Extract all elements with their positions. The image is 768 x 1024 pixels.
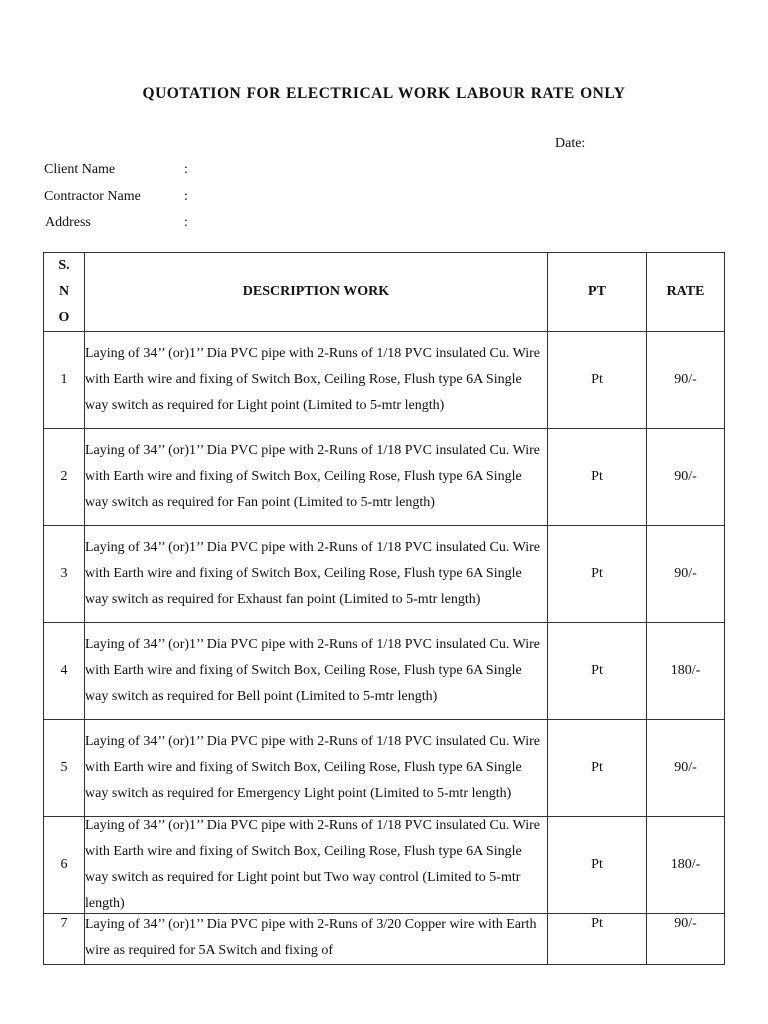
document-title: QUOTATION FOR ELECTRICAL WORK LABOUR RATE ONLY: [142, 85, 626, 102]
row-rate: 90/-: [647, 720, 725, 817]
field-label: Address: [45, 215, 91, 230]
header-sno-line: S.: [58, 258, 70, 273]
row-description: Laying of 34’’ (or)1’’ Dia PVC pipe with 2-Runs of 1/18 PVC insulated Cu. Wire with Earth wire and fixing of Switch Box, Ceiling Rose, Flush type 6A Single way switch as required for Exhaust fan point (Limited to 5-mtr length): [85, 540, 541, 607]
field-colon: :: [184, 162, 188, 177]
contractor-name-field: [44, 189, 188, 205]
row-rate: 180/-: [647, 623, 725, 720]
row-description: Laying of 34’’ (or)1’’ Dia PVC pipe with 2-Runs of 1/18 PVC insulated Cu. Wire with Earth wire and fixing of Switch Box, Ceiling Rose, Flush type 6A Single way switch as required for Light point but Two way control (Limited to 5-mtr length): [85, 818, 541, 911]
table-row: [44, 817, 725, 914]
column-header-pt: PT: [548, 253, 647, 332]
address-field: [45, 215, 188, 231]
row-pt: Pt: [548, 817, 647, 914]
header-sno-line: N: [58, 284, 70, 299]
row-description: Laying of 34’’ (or)1’’ Dia PVC pipe with 2-Runs of 1/18 PVC insulated Cu. Wire with Earth wire and fixing of Switch Box, Ceiling Rose, Flush type 6A Single way switch as required for Fan point (Limited to 5-mtr length): [85, 443, 541, 510]
row-description-cell: [85, 720, 548, 817]
row-sno: 4: [44, 623, 85, 720]
row-description: Laying of 34’’ (or)1’’ Dia PVC pipe with 2-Runs of 1/18 PVC insulated Cu. Wire with Earth wire and fixing of Switch Box, Ceiling Rose, Flush type 6A Single way switch as required for Emergency Light point (Limited to 5-mtr length): [85, 734, 541, 801]
row-description: Laying of 34’’ (or)1’’ Dia PVC pipe with 2-Runs of 1/18 PVC insulated Cu. Wire with Earth wire and fixing of Switch Box, Ceiling Rose, Flush type 6A Single way switch as required for Bell point (Limited to 5-mtr length): [85, 637, 541, 704]
field-colon: :: [184, 189, 188, 204]
table-row: [44, 720, 725, 817]
row-description-cell: [85, 623, 548, 720]
row-rate: 90/-: [647, 526, 725, 623]
table-row: [44, 429, 725, 526]
row-sno: 7: [44, 914, 85, 965]
row-rate: 90/-: [647, 332, 725, 429]
table-row: [44, 623, 725, 720]
row-pt: Pt: [548, 623, 647, 720]
field-label: Client Name: [44, 162, 116, 177]
client-name-field: [44, 162, 188, 178]
row-rate: 90/-: [647, 429, 725, 526]
row-description-cell: [85, 914, 548, 965]
column-header-sno: [44, 253, 85, 332]
column-header-rate: RATE: [647, 253, 725, 332]
row-sno: 3: [44, 526, 85, 623]
row-rate: 180/-: [647, 817, 725, 914]
row-sno: 2: [44, 429, 85, 526]
quotation-table: [43, 252, 725, 965]
row-description-cell: [85, 332, 548, 429]
row-sno: 6: [44, 817, 85, 914]
row-pt: Pt: [548, 720, 647, 817]
header-sno-line: O: [58, 310, 70, 325]
row-sno: 5: [44, 720, 85, 817]
field-label: Contractor Name: [44, 189, 141, 204]
row-description-cell: [85, 429, 548, 526]
date-label: Date:: [555, 136, 586, 151]
row-rate: 90/-: [647, 914, 725, 965]
row-description-cell: [85, 526, 548, 623]
table-row: [44, 332, 725, 429]
column-header-description: DESCRIPTION WORK: [85, 253, 548, 332]
row-sno: 1: [44, 332, 85, 429]
row-description: Laying of 34’’ (or)1’’ Dia PVC pipe with 2-Runs of 1/18 PVC insulated Cu. Wire with Earth wire and fixing of Switch Box, Ceiling Rose, Flush type 6A Single way switch as required for Light point (Limited to 5-mtr length): [85, 346, 541, 413]
table-row: [44, 526, 725, 623]
field-colon: :: [184, 215, 188, 230]
row-pt: Pt: [548, 429, 647, 526]
table-header-row: [44, 253, 725, 332]
row-pt: Pt: [548, 332, 647, 429]
row-pt: Pt: [548, 526, 647, 623]
table-row: [44, 914, 725, 965]
row-description: Laying of 34’’ (or)1’’ Dia PVC pipe with 2-Runs of 3/20 Copper wire with Earth wire as required for 5A Switch and fixing of: [85, 917, 537, 958]
row-pt: Pt: [548, 914, 647, 965]
row-description-cell: [85, 817, 548, 914]
